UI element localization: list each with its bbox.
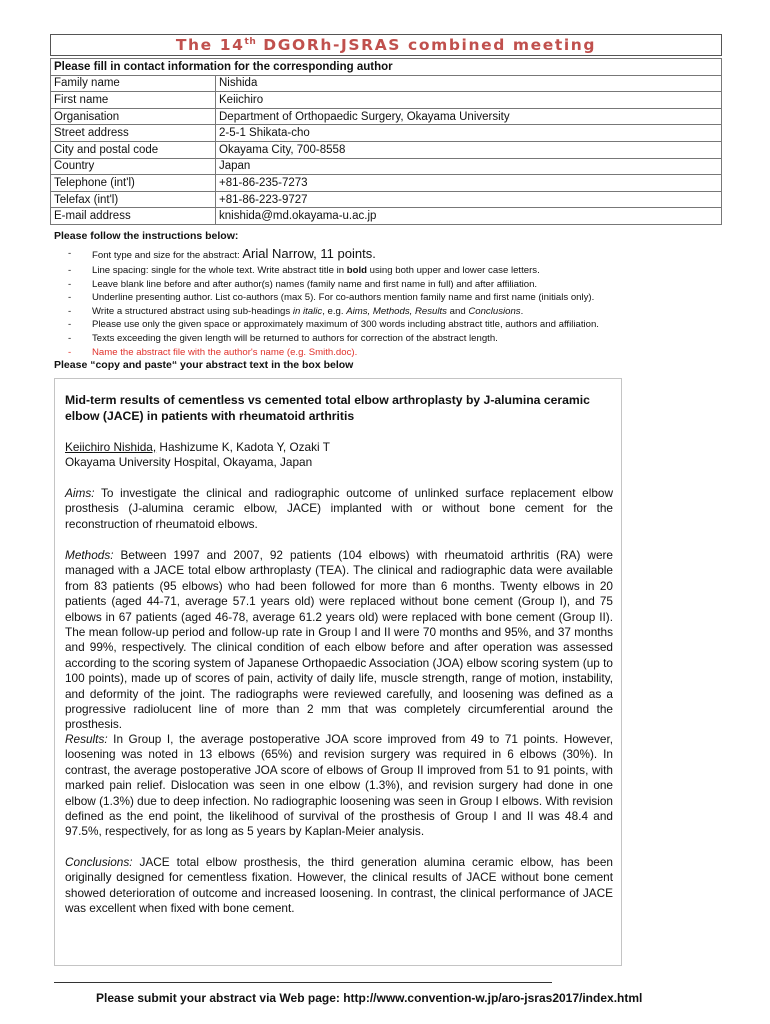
presenting-author: Keiichiro Nishida, (65, 440, 157, 454)
list-item: - Line spacing: single for the whole text. Write abstract title in bold using both upper and lower case letters. (68, 265, 540, 276)
field-value: Keiichiro (216, 92, 722, 109)
contact-table (50, 58, 722, 225)
field-value: knishida@md.okayama-u.ac.jp (216, 208, 722, 225)
abstract-methods: Methods: Between 1997 and 2007, 92 patients (104 elbows) with rheumatoid arthritis (RA) were managed with a JACE total elbow arthroplasty (TEA). The clinical and radiographic data were available from 83 patients (95 elbows) who had been followed for more than 6 months. Twenty elbows in 20 patients (aged 44-71, average 57.1 years old) were replaced without bone cement (Group I), and 75 elbows in 67 patients (aged 46-78, average 61.2 years old) were replaced with bone cement (Group II). The mean follow-up period and follow-up rate in Group I and II were 70 months and 95%, and 37 months and 99%, respectively. The clinical condition of each elbow before and after operation was assessed according to the scoring system of Japanese Orthopaedic Association (JOA) elbow scoring system (up to 100 points), made up of scores of pain, activity of daily life, muscle strength, range of motion, instability, and deformity of the joint. The radiographs were reviewed carefully, and loosening was defined as a progressive radiolucent line of more than 2 mm that was completely circumferential around the prosthesis. (65, 548, 613, 732)
field-value: 2-5-1 Shikata-cho (216, 125, 722, 142)
instructions-list (54, 246, 599, 359)
paste-note: Please “copy and paste“ your abstract text in the box below (54, 359, 354, 371)
list-item: - Font type and size for the abstract: Arial Narrow, 11 points. (68, 246, 376, 261)
page-title: The 14th DGORh-JSRAS combined meeting (175, 36, 597, 54)
field-value: Japan (216, 158, 722, 175)
field-value: Nishida (216, 75, 722, 92)
contact-heading: Please fill in contact information for the corresponding author (51, 59, 722, 76)
table-row (51, 191, 722, 208)
field-label: City and postal code (51, 141, 216, 158)
footer-divider (54, 982, 552, 983)
list-item: - Texts exceeding the given length will be returned to authors for correction of the abstract length. (68, 332, 498, 344)
coauthors: Hashizume K, Kadota Y, Ozaki T (156, 440, 330, 454)
affiliation: Okayama University Hospital, Okayama, Japan (65, 455, 313, 470)
field-label: Street address (51, 125, 216, 142)
table-row (51, 208, 722, 225)
field-value: Department of Orthopaedic Surgery, Okayama University (216, 108, 722, 125)
list-item: - Please use only the given space or approximately maximum of 300 words including abstract title, authors and affiliation. (68, 319, 599, 331)
table-row (51, 158, 722, 175)
list-item: - Write a structured abstract using sub-headings in italic, e.g. Aims, Methods, Results and Conclusions. (68, 305, 524, 317)
field-value: +81-86-223-9727 (216, 191, 722, 208)
table-row (51, 75, 722, 92)
table-row (51, 175, 722, 192)
field-label: Organisation (51, 108, 216, 125)
field-label: E-mail address (51, 208, 216, 225)
field-label: First name (51, 92, 216, 109)
list-item: - Leave blank line before and after author(s) names (family name and first name in full) and after affiliation. (68, 278, 538, 290)
table-row (51, 92, 722, 109)
abstract-authors (65, 440, 613, 471)
abstract-aims: Aims: To investigate the clinical and radiographic outcome of unlinked surface replacement elbow prosthesis (J-alumina ceramic elbow, JACE) implanted with or without bone cement for the reconstruction of rheumatoid elbows. (65, 486, 613, 531)
abstract-conclusions: Conclusions: JACE total elbow prosthesis, the third generation alumina ceramic elbow, has been originally designed for cementless fixation. However, the clinical results of JACE without bone cement showed deterioration of outcome and increased loosening. In contrast, the clinical performance of JACE was excellent when fixed with bone cement. (65, 855, 613, 916)
field-value: Okayama City, 700-8558 (216, 141, 722, 158)
field-label: Telefax (int'l) (51, 191, 216, 208)
list-item: - Underline presenting author. List co-authors (max 5). For co-authors mention family name and first name (initials only). (68, 292, 595, 304)
field-label: Family name (51, 75, 216, 92)
abstract-results: Results: In Group I, the average postoperative JOA score improved from 49 to 71 points. However, loosening was noted in 13 elbows (65%) and revision surgery was required in 6 elbows (30%). In contrast, the average postoperative JOA score of elbows of Group II improved from 51 to 91 points, with marked pain relief. Dislocation was seen in one elbow (1.3%), and revision surgery had done in one elbow (1.3%) due to deep infection. No radiographic loosening was seen in Group I elbows. With revision defined as the end point, the likelihood of survival of the prosthesis of Group I and II was 48.4 and 97.5%, respectively, for as long as 5 years by Kaplan-Meier analysis. (65, 732, 613, 839)
table-row (51, 125, 722, 142)
field-label: Country (51, 158, 216, 175)
table-row (51, 141, 722, 158)
header-box (50, 34, 722, 56)
abstract-title: Mid-term results of cementless vs cemented total elbow arthroplasty by J-alumina ceramic elbow (JACE) in patients with rheumatoid arthritis (65, 393, 590, 423)
field-value: +81-86-235-7273 (216, 175, 722, 192)
submission-footer: Please submit your abstract via Web page: http://www.convention-w.jp/aro-jsras2017/index.html (96, 991, 643, 1005)
instructions-title: Please follow the instructions below: (54, 230, 239, 242)
field-label: Telephone (int'l) (51, 175, 216, 192)
table-row (51, 108, 722, 125)
list-item-warning: - Name the abstract file with the author's name (e.g. Smith.doc). (68, 346, 358, 358)
